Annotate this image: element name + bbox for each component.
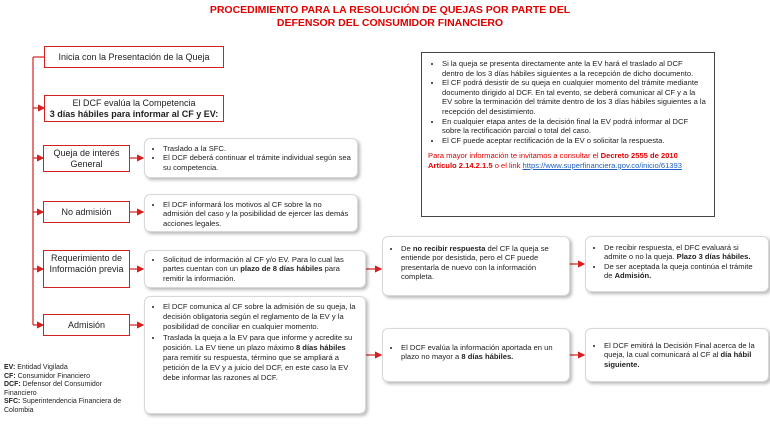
bullet: • El DCF comunica al CF sobre la admisión de su queja, la decisión obligatoria según el reglamento de la EV y la posibilidad de conciliar en cualquier momento. <box>163 302 359 333</box>
bullet: • De recibir respuesta, el DFC evaluará si admite o no la queja. Plazo 3 días hábiles. <box>604 243 762 262</box>
bullet: • De ser aceptada la queja continúa el trámite de Admisión. <box>604 262 762 281</box>
queja-detail-box <box>144 138 358 178</box>
bullet: • Solicitud de información al CF y/o EV. Para lo cual las partes cuentan con un plazo de 8 días hábiles para remitir la información. <box>163 255 359 283</box>
legend-item: CF: Consumidor Financiero <box>4 372 90 380</box>
legend <box>4 364 136 416</box>
bullet: • El DCF evalúa la información aportada en un plazo no mayor a 8 días hábiles. <box>401 343 563 362</box>
adm-right-box <box>585 328 769 382</box>
adm-middle-box <box>382 328 570 382</box>
page-title: PROCEDIMIENTO PARA LA RESOLUCIÓN DE QUEJAS POR PARTE DEL DEFENSOR DEL CONSUMIDOR FINANCIERO <box>209 4 571 29</box>
legend-item: EV: Entidad Vigilada <box>4 364 68 371</box>
category-requerimiento: Requerimiento de Información previa <box>43 250 130 288</box>
req-middle-box <box>382 236 570 296</box>
info-notes-box <box>421 52 715 217</box>
info-bullet: • En cualquier etapa antes de la decisión final la EV podrá informar al DCF sobre la rectificación parcial o total del caso. <box>442 117 706 136</box>
category-admision: Admisión <box>43 314 130 336</box>
bullet: • El DCF emitirá la Decisión Final acerca de la queja, la cual comunicará al CF al día hábil siguiente. <box>604 341 762 369</box>
info-bullet: • Si la queja se presenta directamente ante la EV hará el traslado al DCF dentro de los 3 días hábiles siguientes a la recepción de dicho documento. <box>442 59 706 78</box>
bullet: • Traslada la queja a la EV para que informe y acredite su posición. La EV tiene un plazo máximo 8 días hábiles para remitir su respuesta, término que se ampliará a petición de la EV y a juicio del DCF, en este caso la EV debe informar las razones al DCF. <box>163 333 359 384</box>
bullet: • El DCF deberá continuar el trámite individual según sea su competencia. <box>163 153 351 172</box>
category-queja-general: Queja de interés General <box>43 145 130 172</box>
noadm-detail-box <box>144 194 358 232</box>
bullet: • De no recibir respuesta del CF la queja se entiende por desistida, pero el CF puede presentarla de nuevo con la información completa. <box>401 244 563 282</box>
legend-item: DCF: Defensor del Consumidor Financiero <box>4 381 103 397</box>
bullet: • El DCF informará los motivos al CF sobre la no admisión del caso y la posibilidad de ejercer las demás acciones legales. <box>163 200 351 228</box>
start-box: Inicia con la Presentación de la Queja <box>44 46 224 68</box>
more-info: Para mayor información te invitamos a consultar el Decreto 2555 de 2010 Artículo 2.14.2.1.5 o el link https://www.superfinanciera.gov.co/inicio/61393 <box>428 151 682 170</box>
info-bullet: • El CF podrá desistir de su queja en cualquier momento del trámite mediante documento dirigido al DCF. En tal evento, se deberá comunicar al CF y a la EV sobre la terminación del trámite dentro de los 3 días hábiles siguientes a la recepción del desistimiento. <box>442 78 706 116</box>
evaluate-box: El DCF evalúa la Competencia 3 días hábiles para informar al CF y EV: <box>44 95 224 122</box>
legend-item: SFC: Superintendencia Financiera de Colombia <box>4 398 122 414</box>
req-right-box <box>585 236 769 292</box>
category-no-admision: No admisión <box>43 201 130 223</box>
adm-detail-box <box>144 296 366 414</box>
req-detail-box <box>144 250 366 288</box>
info-bullet: • El CF puede aceptar rectificación de la EV o solicitar la respuesta. <box>442 136 706 146</box>
bullet: • Traslado a la SFC. <box>163 144 351 153</box>
superfinanciera-link[interactable]: https://www.superfinanciera.gov.co/inicio/61393 <box>522 160 682 170</box>
